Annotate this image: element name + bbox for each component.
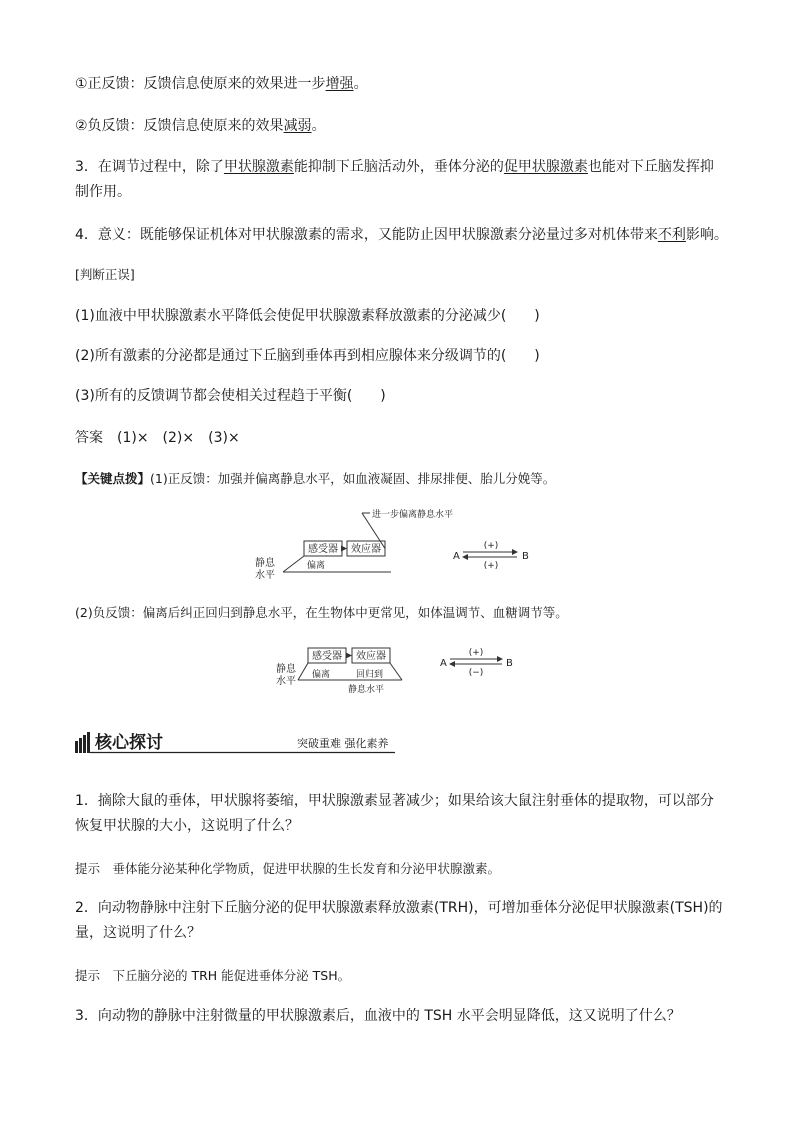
- keypoint-label: 【关键点拨】: [75, 471, 151, 486]
- return-label-2: 静息水平: [348, 685, 385, 695]
- question-1-line-2: 恢复甲状腺的大小，这说明了什么？: [75, 818, 299, 834]
- question-2-hint: 提示 下丘脑分泌的 TRH 能促进垂体分泌 TSH。: [75, 968, 351, 983]
- point4-line: [75, 225, 728, 245]
- top-sign: (+): [483, 541, 499, 551]
- positive-feedback-text: ①正反馈：反馈信息使原来的效果进一步: [75, 76, 326, 92]
- point3-key-b: 促甲状腺激素: [503, 159, 588, 175]
- positive-feedback-diagram: [255, 508, 545, 586]
- sensor-label: 感受器: [308, 544, 338, 555]
- point3-key-a: 甲状腺激素: [223, 159, 294, 175]
- judge-item-3: (3)所有的反馈调节都会使相关过程趋于平衡( ): [75, 388, 386, 404]
- rest-label-2b: 水平: [276, 676, 296, 687]
- negative-feedback-suffix: 。: [311, 118, 326, 134]
- judge-heading: [判断正误]: [75, 267, 135, 282]
- deviate-label-2: 偏离: [312, 670, 331, 680]
- section-title: 核心探讨: [95, 733, 163, 753]
- question-2-line-2: 量，这说明了什么？: [75, 925, 201, 941]
- question-1-hint: 提示 垂体能分泌某种化学物质，促进甲状腺的生长发育和分泌甲状腺激素。: [75, 861, 501, 876]
- rest-label-1: 静息: [255, 558, 275, 569]
- negative-feedback-key: 减弱: [283, 118, 312, 134]
- rest-label-2a: 静息: [276, 664, 296, 675]
- point3-text-b: 能抑制下丘脑活动外，垂体分泌的: [293, 159, 504, 175]
- point3-line2: 制作用。: [75, 184, 131, 200]
- keypoint-line: [75, 469, 725, 489]
- positive-feedback-suffix: 。: [353, 76, 368, 92]
- judge-item-1: (1)血液中甲状腺激素水平降低会使促甲状腺激素释放激素的分泌减少( ): [75, 308, 540, 324]
- node-a: A: [453, 551, 460, 562]
- effector-label-2: 效应器: [356, 651, 386, 662]
- positive-feedback-line: [75, 74, 725, 94]
- positive-feedback-key: 增强: [325, 76, 354, 92]
- negative-feedback-diagram: [270, 642, 530, 698]
- question-2-line-1: 2．向动物静脉中注射下丘脑分泌的促甲状腺激素释放激素(TRH)，可增加垂体分泌促甲状腺激素(TSH)的: [75, 900, 723, 916]
- effector-label: 效应器: [351, 544, 381, 555]
- negative-feedback-line: [75, 116, 725, 136]
- negative-feedback-text: ②负反馈：反馈信息使原来的效果: [75, 118, 284, 134]
- judge-item-2: (2)所有激素的分泌都是通过下丘脑到垂体再到相应腺体来分级调节的( ): [75, 348, 540, 364]
- negative-feedback-explain: (2)负反馈：偏离后纠正回归到静息水平，在生物体中更常见，如体温调节、血糖调节等。: [75, 605, 568, 620]
- judge-answer: 答案 (1)× (2)× (3)×: [75, 430, 240, 446]
- deviate-label: 偏离: [307, 561, 326, 571]
- question-1-line-1: 1．摘除大鼠的垂体，甲状腺将萎缩，甲状腺激素显著减少；如果给该大鼠注射垂体的提取物，可以部分: [75, 793, 714, 809]
- point3-text-c: 也能对下丘脑发挥抑: [587, 159, 714, 175]
- sensor-label-2: 感受器: [312, 651, 342, 662]
- point3-line1: [75, 157, 725, 177]
- top-sign-2: (+): [468, 648, 484, 658]
- keypoint-text: (1)正反馈：加强并偏离静息水平，如血液凝固、排尿排便、胎儿分娩等。: [150, 471, 556, 486]
- node-b-2: B: [506, 658, 513, 669]
- question-3-line-1: 3．向动物的静脉中注射微量的甲状腺激素后，血液中的 TSH 水平会明显降低，这又说明了什么？: [75, 1008, 681, 1024]
- point4-text-b: 影响。: [685, 227, 728, 243]
- point3-text-a: 3．在调节过程中，除了: [75, 159, 224, 175]
- node-b: B: [522, 551, 529, 562]
- bottom-sign-2: (−): [468, 668, 484, 678]
- point4-key: 不利: [657, 227, 686, 243]
- bottom-sign: (+): [483, 561, 499, 571]
- section-subtitle: 突破重难 强化素养: [297, 737, 389, 750]
- return-label-1: 回归到: [356, 670, 384, 680]
- node-a-2: A: [440, 658, 447, 669]
- top-note: 进一步偏离静息水平: [372, 510, 454, 520]
- point4-text-a: 4．意义：既能够保证机体对甲状腺激素的需求，又能防止因甲状腺激素分泌量过多对机体带来: [75, 227, 658, 243]
- rest-label-2: 水平: [255, 570, 275, 581]
